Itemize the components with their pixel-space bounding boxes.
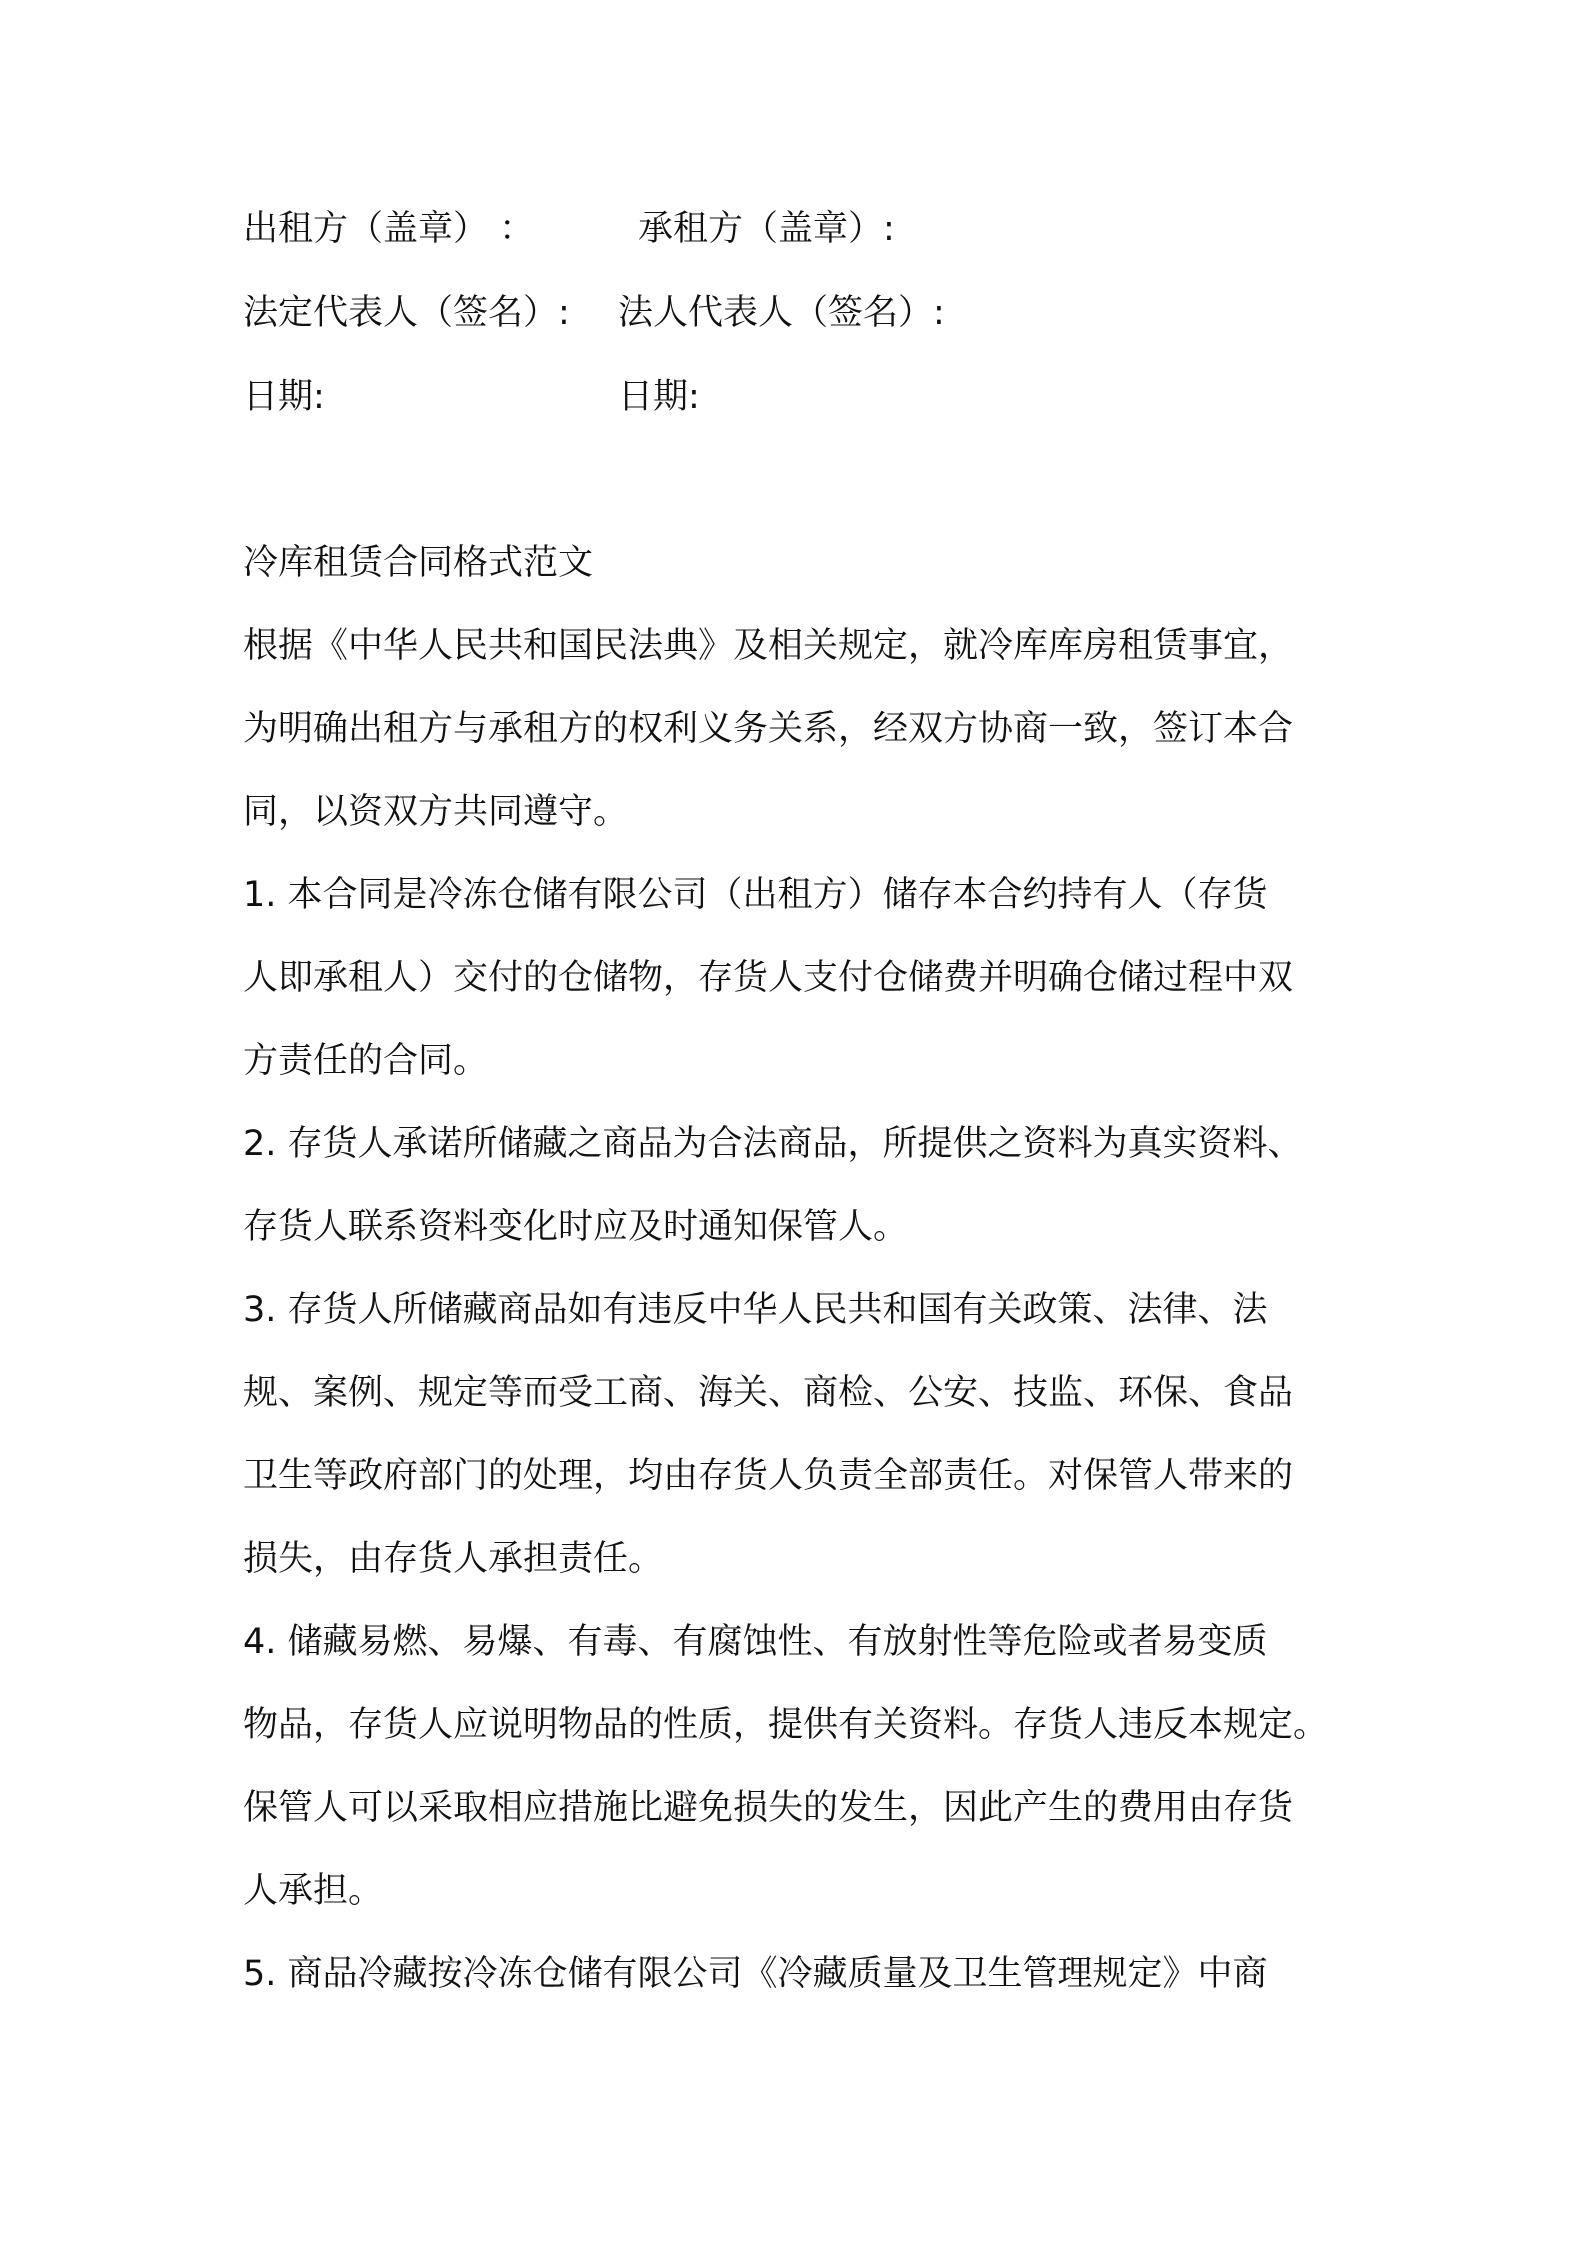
contract-line: 规、案例、规定等而受工商、海关、商检、公安、技监、环保、食品 <box>243 1373 1294 1413</box>
contract-line: 同，以资双方共同遵守。 <box>243 792 629 832</box>
contract-line: 存货人联系资料变化时应及时通知保管人。 <box>243 1207 909 1247</box>
contract-title: 冷库租赁合同格式范文 <box>243 543 594 583</box>
contract-line: 为明确出租方与承租方的权利义务关系，经双方协商一致，签订本合 <box>243 709 1294 749</box>
contract-line: 2. 存货人承诺所储藏之商品为合法商品，所提供之资料为真实资料、 <box>243 1124 1303 1164</box>
lessor-representative-label: 法定代表人（签名）: <box>243 293 570 333</box>
contract-line: 根据《中华人民共和国民法典》及相关规定，就冷库库房租赁事宜， <box>243 626 1294 666</box>
contract-body <box>243 522 1358 2016</box>
contract-line: 方责任的合同。 <box>243 1041 489 1081</box>
contract-line: 保管人可以采取相应措施比避免损失的发生，因此产生的费用由存货 <box>243 1788 1294 1828</box>
contract-line: 1. 本合同是冷冻仓储有限公司（出租方）储存本合约持有人（存货 <box>243 875 1268 915</box>
contract-line: 物品，存货人应说明物品的性质，提供有关资料。存货人违反本规定。 <box>243 1705 1329 1745</box>
contract-line: 5. 商品冷藏按冷冻仓储有限公司《冷藏质量及卫生管理规定》中商 <box>243 1954 1268 1994</box>
lessor-date-label: 日期: <box>243 377 325 417</box>
lessee-representative-label: 法人代表人（签名）: <box>618 293 945 333</box>
lessor-seal-label: 出租方（盖章） ： <box>243 209 535 249</box>
lessee-date-label: 日期: <box>618 377 700 417</box>
contract-line: 人承担。 <box>243 1871 384 1911</box>
lessee-seal-label: 承租方（盖章）: <box>638 209 895 249</box>
contract-line: 4. 储藏易燃、易爆、有毒、有腐蚀性、有放射性等危险或者易变质 <box>243 1622 1268 1662</box>
contract-line: 损失，由存货人承担责任。 <box>243 1539 664 1579</box>
contract-line: 卫生等政府部门的处理，均由存货人负责全部责任。对保管人带来的 <box>243 1456 1294 1496</box>
contract-line: 3. 存货人所储藏商品如有违反中华人民共和国有关政策、法律、法 <box>243 1290 1268 1330</box>
contract-line: 人即承租人）交付的仓储物，存货人支付仓储费并明确仓储过程中双 <box>243 958 1294 998</box>
